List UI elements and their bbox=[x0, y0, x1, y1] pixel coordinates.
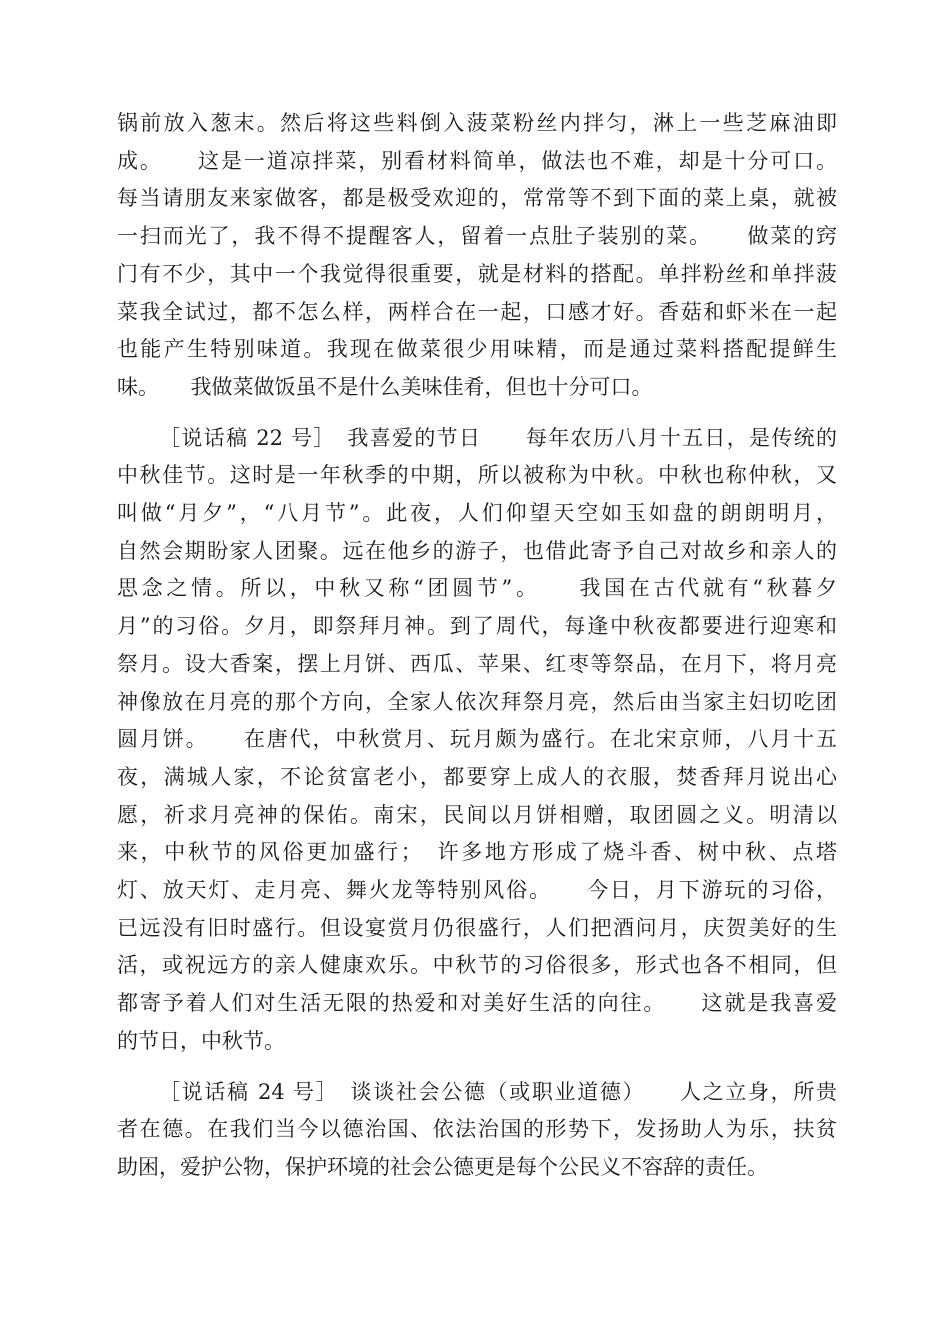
text-line: 夜，满城人家，不论贫富老小，都要穿上成人的衣服，焚香拜月说出心 bbox=[117, 764, 837, 789]
text-line: 活，或祝远方的亲人健康欢乐。中秋节的习俗很多，形式也各不相同，但 bbox=[117, 953, 837, 978]
text-line: 一扫而光了，我不得不提醒客人，留着一点肚子装别的菜。 做菜的窍 bbox=[117, 224, 837, 249]
text-line: 灯、放天灯、走月亮、舞火龙等特别风俗。 今日，月下游玩的习俗， bbox=[117, 878, 837, 903]
paragraph-speech-22 bbox=[117, 420, 837, 1061]
text-line: 每当请朋友来家做客，都是极受欢迎的，常常等不到下面的菜上桌，就被 bbox=[117, 186, 837, 211]
document-page bbox=[117, 105, 837, 1187]
text-line: 味。 我做菜做饭虽不是什么美味佳肴，但也十分可口。 bbox=[117, 374, 653, 399]
text-line: 成。 这是一道凉拌菜，别看材料简单，做法也不难，却是十分可口。 bbox=[117, 148, 837, 173]
text-line: 锅前放入葱末。然后将这些料倒入菠菜粉丝内拌匀，淋上一些芝麻油即 bbox=[117, 111, 837, 135]
text-line: 门有不少，其中一个我觉得很重要，就是材料的搭配。单拌粉丝和单拌菠 bbox=[117, 261, 837, 286]
text-line: 思念之情。所以，中秋又称“团圆节”。 我国在古代就有“秋暮夕 bbox=[117, 576, 837, 601]
text-line: 祭月。设大香案，摆上月饼、西瓜、苹果、红枣等祭品，在月下，将月亮 bbox=[117, 651, 837, 676]
text-line: 自然会期盼家人团聚。远在他乡的游子，也借此寄予自己对故乡和亲人的 bbox=[117, 538, 837, 563]
speech-heading-line: ［说话稿 24 号］ 谈谈社会公德（或职业道德） 人之立身，所贵 bbox=[159, 1079, 837, 1104]
text-line: 愿，祈求月亮神的保佑。南宋，民间以月饼相赠，取团圆之义。明清以 bbox=[117, 802, 837, 827]
paragraph-speech-24 bbox=[117, 1074, 837, 1187]
text-line: 都寄予着人们对生活无限的热爱和对美好生活的向往。 这就是我喜爱 bbox=[117, 991, 837, 1016]
text-line: 菜我全试过，都不怎么样，两样合在一起，口感才好。香菇和虾米在一起 bbox=[117, 299, 837, 324]
text-line: 月”的习俗。夕月，即祭拜月神。到了周代，每逢中秋夜都要进行迎寒和 bbox=[117, 614, 837, 639]
text-line: 来，中秋节的风俗更加盛行； 许多地方形成了烧斗香、树中秋、点塔 bbox=[117, 840, 837, 865]
paragraph-cooking bbox=[117, 105, 837, 407]
text-line: 者在德。在我们当今以德治国、依法治国的形势下，发扬助人为乐，扶贫 bbox=[117, 1117, 837, 1142]
speech-heading-line: ［说话稿 22 号］ 我喜爱的节日 每年农历八月十五日，是传统的 bbox=[159, 425, 837, 450]
text-line: 的节日，中秋节。 bbox=[117, 1028, 285, 1053]
text-line: 叫做“月夕”，“八月节”。此夜，人们仰望天空如玉如盘的朗朗明月， bbox=[117, 501, 837, 526]
text-line: 中秋佳节。这时是一年秋季的中期，所以被称为中秋。中秋也称仲秋，又 bbox=[117, 463, 837, 488]
text-line: 也能产生特别味道。我现在做菜很少用味精，而是通过菜料搭配提鲜生 bbox=[117, 337, 837, 362]
text-line: 助困，爱护公物，保护环境的社会公德更是每个公民义不容辞的责任。 bbox=[117, 1154, 768, 1179]
text-line: 圆月饼。 在唐代，中秋赏月、玩月颇为盛行。在北宋京师，八月十五 bbox=[117, 727, 837, 752]
text-line: 已远没有旧时盛行。但设宴赏月仍很盛行，人们把酒问月，庆贺美好的生 bbox=[117, 915, 837, 940]
text-line: 神像放在月亮的那个方向，全家人依次拜祭月亮，然后由当家主妇切吃团 bbox=[117, 689, 837, 714]
